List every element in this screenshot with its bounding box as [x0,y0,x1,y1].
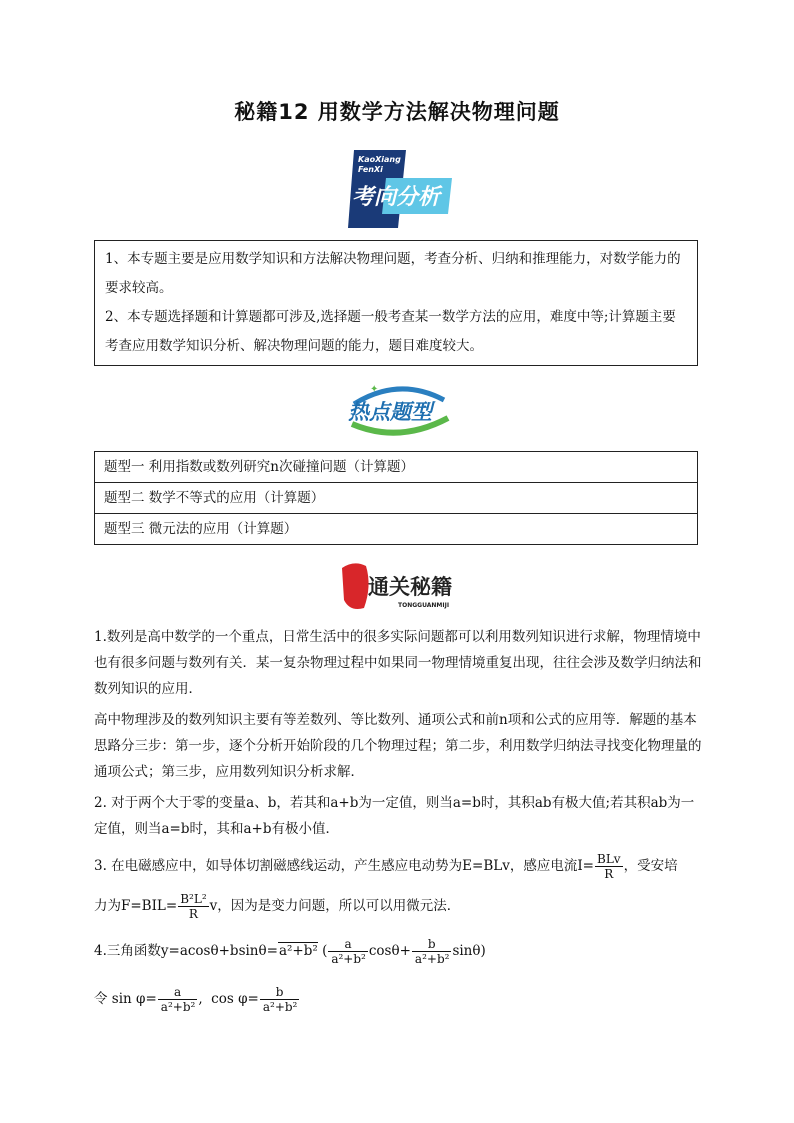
badge-sub1: KaoXiang [358,155,401,164]
hot-type-row: 题型一 利用指数或数列研究n次碰撞问题（计算题） [95,452,697,483]
secret-paragraph-6: 令 sin φ= $\frac{a}{\text{a²+b²}}$ , cos φ= $\frac{b}{\text{a²+b²}}$ [94,985,298,1014]
secret-paragraph-4: 3. 在电磁感应中，如导体切割磁感线运动，产生感应电动势为E=BLv，感应电流I= $\frac{\text{BLv}}{R}$ ，受安培 [94,852,678,881]
page-title: 秘籍12 用数学方法解决物理问题 [234,100,560,124]
analysis-item: 1、本专题主要是应用数学知识和方法解决物理问题，考查分析、归纳和推理能力，对数学能力的要求较高。 [105,251,681,296]
analysis-badge-icon [348,148,456,230]
hot-type-row: 题型二 数学不等式的应用（计算题） [95,483,697,514]
fraction-b2l2-r: $\frac{\text{B²L²}}{R}$ [180,892,207,921]
badge-sub: TONGGUANMIJI [398,602,450,609]
secret-paragraph-3: 2. 对于两个大于零的变量a、b，若其和a+b为一定值，则当a=b时，其积ab有极大值;若其积ab为一定值，则当a=b时，其和a+b有极小值． [94,795,695,837]
hot-type-row: 题型三 微元法的应用（计算题） [104,521,298,537]
analysis-box [94,240,698,366]
secret-paragraph-1: 1.数列是高中数学的一个重点，日常生活中的很多实际问题都可以利用数列知识进行求解，物理情境中也有很多问题与数列有关．某一复杂物理过程中如果同一物理情境重复出现，往往会涉及数学归纳法和数列知识的应用． [94,629,702,697]
sparkle-icon: ✦ [370,384,379,395]
hot-types-badge-icon [344,382,454,440]
badge-main: 热点题型 [348,400,432,424]
secret-paragraph-4-cont: 力为F=BIL= $\frac{\text{B²L²}}{R}$ v，因为是变力问题，所以可以用微元法． [94,892,461,921]
fraction-blv-r: $\frac{\text{BLv}}{R}$ [597,852,621,881]
badge-sub2: FenXi [358,165,383,174]
badge-main: 考向分析 [352,185,441,210]
secret-paragraph-2: 高中物理涉及的数列知识主要有等差数列、等比数列、通项公式和前n项和公式的应用等．解题的基本思路分三步：第一步，逐个分析开始阶段的几个物理过程；第二步，利用数学归纳法寻找变化物理量的通项公式；第三步，应用数列知识分析求解． [94,712,702,780]
secret-badge-icon [340,560,460,612]
badge-main: 通关秘籍 [368,574,452,599]
analysis-item: 2、本专题选择题和计算题都可涉及,选择题一般考查某一数学方法的应用，难度中等;计算题主要考查应用数学知识分析、解决物理问题的能力，题目难度较大。 [105,309,676,354]
secret-paragraph-5: 4.三角函数y=acosθ+bsinθ=a²+b² ( $\frac{a}{\text{a²+b²}}$ cosθ+ $\frac{b}{\text{a²+b²}}$ sinθ) [94,937,486,966]
hot-types-table [94,451,698,545]
